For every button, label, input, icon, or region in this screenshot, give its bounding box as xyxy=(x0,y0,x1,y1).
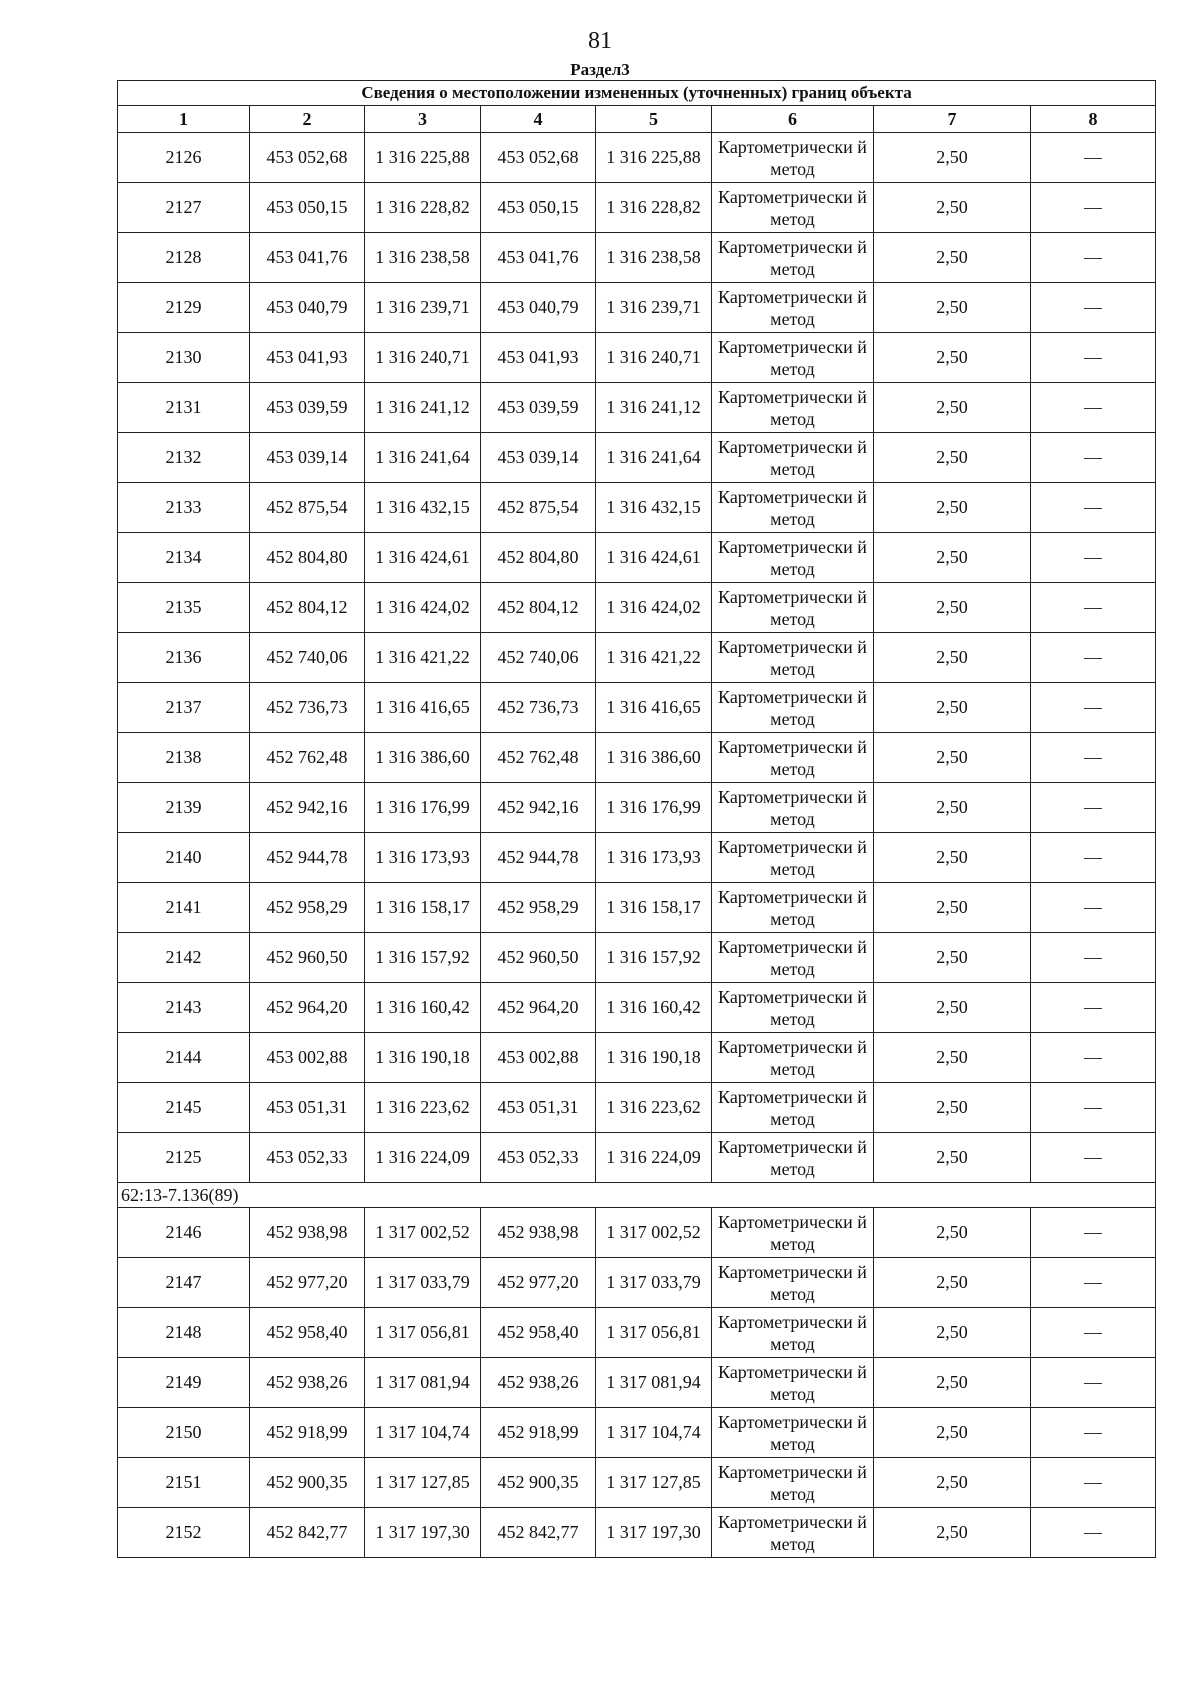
accuracy-value: 2,50 xyxy=(874,233,1031,283)
table-row xyxy=(118,1308,1156,1358)
determination-method: Картометрически й метод xyxy=(712,233,874,283)
x-coordinate-new: 453 052,33 xyxy=(481,1133,596,1183)
y-coordinate-new: 1 316 228,82 xyxy=(596,183,712,233)
x-coordinate-old: 453 041,93 xyxy=(250,333,365,383)
x-coordinate-old: 452 964,20 xyxy=(250,983,365,1033)
section-title: Раздел3 xyxy=(570,60,630,79)
y-coordinate-old: 1 316 225,88 xyxy=(365,133,481,183)
description xyxy=(1031,133,1156,183)
y-coordinate-new: 1 316 421,22 xyxy=(596,633,712,683)
x-coordinate-new: 452 875,54 xyxy=(481,483,596,533)
point-number: 2128 xyxy=(118,233,250,283)
y-coordinate-old: 1 316 240,71 xyxy=(365,333,481,383)
accuracy-value: 2,50 xyxy=(874,1133,1031,1183)
description xyxy=(1031,483,1156,533)
x-coordinate-old: 452 842,77 xyxy=(250,1508,365,1558)
y-coordinate-new: 1 317 197,30 xyxy=(596,1508,712,1558)
description xyxy=(1031,783,1156,833)
point-number: 2146 xyxy=(118,1208,250,1258)
page-number: 81 xyxy=(588,28,612,54)
accuracy-value: 2,50 xyxy=(874,933,1031,983)
determination-method: Картометрически й метод xyxy=(712,433,874,483)
determination-method: Картометрически й метод xyxy=(712,1358,874,1408)
x-coordinate-new: 452 762,48 xyxy=(481,733,596,783)
description xyxy=(1031,233,1156,283)
x-coordinate-new: 452 938,98 xyxy=(481,1208,596,1258)
table-row xyxy=(118,933,1156,983)
x-coordinate-old: 452 958,29 xyxy=(250,883,365,933)
accuracy-value: 2,50 xyxy=(874,1083,1031,1133)
determination-method: Картометрически й метод xyxy=(712,1458,874,1508)
accuracy-value: 2,50 xyxy=(874,633,1031,683)
accuracy-value: 2,50 xyxy=(874,483,1031,533)
dash-mark xyxy=(1084,808,1102,809)
table-row xyxy=(118,1408,1156,1458)
y-coordinate-old: 1 316 190,18 xyxy=(365,1033,481,1083)
dash-mark xyxy=(1084,1108,1102,1109)
accuracy-value: 2,50 xyxy=(874,1208,1031,1258)
dash-mark xyxy=(1084,1433,1102,1434)
table-row xyxy=(118,383,1156,433)
point-number: 2126 xyxy=(118,133,250,183)
point-number: 2151 xyxy=(118,1458,250,1508)
determination-method: Картометрически й метод xyxy=(712,383,874,433)
y-coordinate-new: 1 317 056,81 xyxy=(596,1308,712,1358)
y-coordinate-old: 1 316 157,92 xyxy=(365,933,481,983)
point-number: 2127 xyxy=(118,183,250,233)
point-number: 2144 xyxy=(118,1033,250,1083)
y-coordinate-new: 1 317 104,74 xyxy=(596,1408,712,1458)
description xyxy=(1031,733,1156,783)
point-number: 2129 xyxy=(118,283,250,333)
dash-mark xyxy=(1084,208,1102,209)
x-coordinate-new: 452 942,16 xyxy=(481,783,596,833)
x-coordinate-old: 452 938,98 xyxy=(250,1208,365,1258)
y-coordinate-old: 1 316 386,60 xyxy=(365,733,481,783)
accuracy-value: 2,50 xyxy=(874,683,1031,733)
point-number: 2140 xyxy=(118,833,250,883)
y-coordinate-new: 1 316 416,65 xyxy=(596,683,712,733)
table-row xyxy=(118,1208,1156,1258)
x-coordinate-old: 452 736,73 xyxy=(250,683,365,733)
x-coordinate-old: 452 804,80 xyxy=(250,533,365,583)
x-coordinate-old: 453 040,79 xyxy=(250,283,365,333)
description xyxy=(1031,1258,1156,1308)
determination-method: Картометрически й метод xyxy=(712,733,874,783)
point-number: 2147 xyxy=(118,1258,250,1308)
y-coordinate-new: 1 316 241,12 xyxy=(596,383,712,433)
table-row xyxy=(118,883,1156,933)
table-row xyxy=(118,1458,1156,1508)
accuracy-value: 2,50 xyxy=(874,1508,1031,1558)
table-row xyxy=(118,133,1156,183)
accuracy-value: 2,50 xyxy=(874,333,1031,383)
table-row xyxy=(118,983,1156,1033)
y-coordinate-old: 1 317 002,52 xyxy=(365,1208,481,1258)
y-coordinate-new: 1 316 173,93 xyxy=(596,833,712,883)
description xyxy=(1031,283,1156,333)
y-coordinate-new: 1 316 386,60 xyxy=(596,733,712,783)
description xyxy=(1031,633,1156,683)
table-row xyxy=(118,333,1156,383)
y-coordinate-old: 1 316 416,65 xyxy=(365,683,481,733)
x-coordinate-new: 452 804,12 xyxy=(481,583,596,633)
table-row xyxy=(118,1033,1156,1083)
point-number: 2134 xyxy=(118,533,250,583)
determination-method: Картометрически й метод xyxy=(712,933,874,983)
dash-mark xyxy=(1084,658,1102,659)
table-body xyxy=(118,133,1156,1558)
y-coordinate-old: 1 317 127,85 xyxy=(365,1458,481,1508)
y-coordinate-new: 1 316 239,71 xyxy=(596,283,712,333)
x-coordinate-old: 453 052,68 xyxy=(250,133,365,183)
x-coordinate-new: 453 039,14 xyxy=(481,433,596,483)
y-coordinate-old: 1 316 224,09 xyxy=(365,1133,481,1183)
group-label: 62:13-7.136(89) xyxy=(118,1183,1156,1208)
y-coordinate-old: 1 316 173,93 xyxy=(365,833,481,883)
description xyxy=(1031,683,1156,733)
column-header-row xyxy=(118,106,1156,133)
y-coordinate-new: 1 316 424,61 xyxy=(596,533,712,583)
y-coordinate-new: 1 316 225,88 xyxy=(596,133,712,183)
x-coordinate-new: 453 041,93 xyxy=(481,333,596,383)
determination-method: Картометрически й метод xyxy=(712,1308,874,1358)
y-coordinate-old: 1 316 228,82 xyxy=(365,183,481,233)
determination-method: Картометрически й метод xyxy=(712,833,874,883)
x-coordinate-new: 452 960,50 xyxy=(481,933,596,983)
y-coordinate-old: 1 317 033,79 xyxy=(365,1258,481,1308)
y-coordinate-new: 1 317 127,85 xyxy=(596,1458,712,1508)
x-coordinate-old: 453 039,59 xyxy=(250,383,365,433)
point-number: 2143 xyxy=(118,983,250,1033)
determination-method: Картометрически й метод xyxy=(712,1258,874,1308)
description xyxy=(1031,1208,1156,1258)
x-coordinate-old: 452 960,50 xyxy=(250,933,365,983)
y-coordinate-new: 1 316 424,02 xyxy=(596,583,712,633)
table-row xyxy=(118,283,1156,333)
table-row xyxy=(118,783,1156,833)
point-number: 2150 xyxy=(118,1408,250,1458)
determination-method: Картометрически й метод xyxy=(712,1133,874,1183)
dash-mark xyxy=(1084,508,1102,509)
column-header: 7 xyxy=(874,106,1031,133)
x-coordinate-old: 452 900,35 xyxy=(250,1458,365,1508)
accuracy-value: 2,50 xyxy=(874,533,1031,583)
y-coordinate-new: 1 316 432,15 xyxy=(596,483,712,533)
x-coordinate-old: 452 918,99 xyxy=(250,1408,365,1458)
point-number: 2145 xyxy=(118,1083,250,1133)
accuracy-value: 2,50 xyxy=(874,833,1031,883)
column-header: 1 xyxy=(118,106,250,133)
column-header: 6 xyxy=(712,106,874,133)
description xyxy=(1031,1083,1156,1133)
y-coordinate-old: 1 316 421,22 xyxy=(365,633,481,683)
y-coordinate-new: 1 316 241,64 xyxy=(596,433,712,483)
point-number: 2149 xyxy=(118,1358,250,1408)
y-coordinate-old: 1 316 160,42 xyxy=(365,983,481,1033)
y-coordinate-old: 1 316 238,58 xyxy=(365,233,481,283)
dash-mark xyxy=(1084,858,1102,859)
boundary-coordinates-table xyxy=(117,80,1156,1558)
accuracy-value: 2,50 xyxy=(874,283,1031,333)
determination-method: Картометрически й метод xyxy=(712,533,874,583)
dash-mark xyxy=(1084,408,1102,409)
point-number: 2131 xyxy=(118,383,250,433)
column-header: 5 xyxy=(596,106,712,133)
accuracy-value: 2,50 xyxy=(874,983,1031,1033)
table-row xyxy=(118,583,1156,633)
y-coordinate-old: 1 317 081,94 xyxy=(365,1358,481,1408)
point-number: 2138 xyxy=(118,733,250,783)
dash-mark xyxy=(1084,1058,1102,1059)
table-row xyxy=(118,1508,1156,1558)
point-number: 2133 xyxy=(118,483,250,533)
accuracy-value: 2,50 xyxy=(874,433,1031,483)
x-coordinate-new: 452 842,77 xyxy=(481,1508,596,1558)
y-coordinate-old: 1 316 241,12 xyxy=(365,383,481,433)
x-coordinate-old: 453 050,15 xyxy=(250,183,365,233)
description xyxy=(1031,1308,1156,1358)
accuracy-value: 2,50 xyxy=(874,1408,1031,1458)
x-coordinate-old: 453 051,31 xyxy=(250,1083,365,1133)
dash-mark xyxy=(1084,1383,1102,1384)
description xyxy=(1031,533,1156,583)
x-coordinate-new: 452 958,40 xyxy=(481,1308,596,1358)
y-coordinate-old: 1 316 223,62 xyxy=(365,1083,481,1133)
point-number: 2125 xyxy=(118,1133,250,1183)
x-coordinate-new: 452 938,26 xyxy=(481,1358,596,1408)
y-coordinate-new: 1 316 160,42 xyxy=(596,983,712,1033)
y-coordinate-old: 1 316 424,02 xyxy=(365,583,481,633)
description xyxy=(1031,933,1156,983)
x-coordinate-new: 453 040,79 xyxy=(481,283,596,333)
y-coordinate-new: 1 316 223,62 xyxy=(596,1083,712,1133)
x-coordinate-new: 452 804,80 xyxy=(481,533,596,583)
x-coordinate-new: 452 900,35 xyxy=(481,1458,596,1508)
determination-method: Картометрически й метод xyxy=(712,1508,874,1558)
x-coordinate-new: 453 052,68 xyxy=(481,133,596,183)
determination-method: Картометрически й метод xyxy=(712,583,874,633)
description xyxy=(1031,583,1156,633)
x-coordinate-old: 452 944,78 xyxy=(250,833,365,883)
y-coordinate-old: 1 316 176,99 xyxy=(365,783,481,833)
point-number: 2141 xyxy=(118,883,250,933)
determination-method: Картометрически й метод xyxy=(712,1083,874,1133)
determination-method: Картометрически й метод xyxy=(712,183,874,233)
description xyxy=(1031,1508,1156,1558)
accuracy-value: 2,50 xyxy=(874,1308,1031,1358)
column-header: 2 xyxy=(250,106,365,133)
x-coordinate-old: 452 942,16 xyxy=(250,783,365,833)
point-number: 2130 xyxy=(118,333,250,383)
y-coordinate-old: 1 317 197,30 xyxy=(365,1508,481,1558)
dash-mark xyxy=(1084,308,1102,309)
point-number: 2139 xyxy=(118,783,250,833)
x-coordinate-old: 452 977,20 xyxy=(250,1258,365,1308)
dash-mark xyxy=(1084,1533,1102,1534)
y-coordinate-old: 1 316 432,15 xyxy=(365,483,481,533)
determination-method: Картометрически й метод xyxy=(712,1208,874,1258)
determination-method: Картометрически й метод xyxy=(712,483,874,533)
x-coordinate-new: 453 002,88 xyxy=(481,1033,596,1083)
table-caption: Сведения о местоположении измененных (уточненных) границ объекта xyxy=(118,81,1156,106)
y-coordinate-old: 1 316 239,71 xyxy=(365,283,481,333)
dash-mark xyxy=(1084,608,1102,609)
y-coordinate-new: 1 316 176,99 xyxy=(596,783,712,833)
point-number: 2142 xyxy=(118,933,250,983)
determination-method: Картометрически й метод xyxy=(712,333,874,383)
dash-mark xyxy=(1084,958,1102,959)
x-coordinate-new: 452 977,20 xyxy=(481,1258,596,1308)
y-coordinate-new: 1 316 238,58 xyxy=(596,233,712,283)
accuracy-value: 2,50 xyxy=(874,583,1031,633)
dash-mark xyxy=(1084,1233,1102,1234)
x-coordinate-old: 453 002,88 xyxy=(250,1033,365,1083)
table-row xyxy=(118,733,1156,783)
dash-mark xyxy=(1084,558,1102,559)
point-number: 2135 xyxy=(118,583,250,633)
dash-mark xyxy=(1084,758,1102,759)
x-coordinate-new: 453 039,59 xyxy=(481,383,596,433)
description xyxy=(1031,433,1156,483)
x-coordinate-new: 453 041,76 xyxy=(481,233,596,283)
x-coordinate-old: 452 938,26 xyxy=(250,1358,365,1408)
y-coordinate-old: 1 317 056,81 xyxy=(365,1308,481,1358)
x-coordinate-new: 452 964,20 xyxy=(481,983,596,1033)
table-row xyxy=(118,433,1156,483)
x-coordinate-new: 452 958,29 xyxy=(481,883,596,933)
x-coordinate-new: 453 051,31 xyxy=(481,1083,596,1133)
dash-mark xyxy=(1084,708,1102,709)
description xyxy=(1031,1458,1156,1508)
y-coordinate-new: 1 317 081,94 xyxy=(596,1358,712,1408)
x-coordinate-old: 452 804,12 xyxy=(250,583,365,633)
group-header-row xyxy=(118,1183,1156,1208)
description xyxy=(1031,1133,1156,1183)
determination-method: Картометрически й метод xyxy=(712,883,874,933)
table-row xyxy=(118,483,1156,533)
table-row xyxy=(118,833,1156,883)
table-row xyxy=(118,1258,1156,1308)
description xyxy=(1031,1408,1156,1458)
accuracy-value: 2,50 xyxy=(874,383,1031,433)
y-coordinate-new: 1 317 033,79 xyxy=(596,1258,712,1308)
accuracy-value: 2,50 xyxy=(874,883,1031,933)
column-header: 3 xyxy=(365,106,481,133)
description xyxy=(1031,183,1156,233)
y-coordinate-old: 1 316 158,17 xyxy=(365,883,481,933)
dash-mark xyxy=(1084,158,1102,159)
accuracy-value: 2,50 xyxy=(874,133,1031,183)
dash-mark xyxy=(1084,908,1102,909)
dash-mark xyxy=(1084,1283,1102,1284)
determination-method: Картометрически й метод xyxy=(712,133,874,183)
y-coordinate-new: 1 316 158,17 xyxy=(596,883,712,933)
accuracy-value: 2,50 xyxy=(874,1458,1031,1508)
x-coordinate-old: 452 762,48 xyxy=(250,733,365,783)
accuracy-value: 2,50 xyxy=(874,1033,1031,1083)
table-row xyxy=(118,1358,1156,1408)
point-number: 2137 xyxy=(118,683,250,733)
x-coordinate-new: 453 050,15 xyxy=(481,183,596,233)
y-coordinate-old: 1 316 241,64 xyxy=(365,433,481,483)
x-coordinate-old: 453 052,33 xyxy=(250,1133,365,1183)
y-coordinate-old: 1 316 424,61 xyxy=(365,533,481,583)
dash-mark xyxy=(1084,1158,1102,1159)
y-coordinate-new: 1 316 190,18 xyxy=(596,1033,712,1083)
table-row xyxy=(118,183,1156,233)
description xyxy=(1031,383,1156,433)
determination-method: Картометрически й метод xyxy=(712,633,874,683)
accuracy-value: 2,50 xyxy=(874,1358,1031,1408)
description xyxy=(1031,1033,1156,1083)
y-coordinate-new: 1 316 224,09 xyxy=(596,1133,712,1183)
dash-mark xyxy=(1084,258,1102,259)
x-coordinate-new: 452 944,78 xyxy=(481,833,596,883)
determination-method: Картометрически й метод xyxy=(712,683,874,733)
accuracy-value: 2,50 xyxy=(874,783,1031,833)
y-coordinate-old: 1 317 104,74 xyxy=(365,1408,481,1458)
point-number: 2132 xyxy=(118,433,250,483)
table-row xyxy=(118,533,1156,583)
x-coordinate-new: 452 918,99 xyxy=(481,1408,596,1458)
x-coordinate-old: 453 041,76 xyxy=(250,233,365,283)
description xyxy=(1031,883,1156,933)
column-header: 8 xyxy=(1031,106,1156,133)
accuracy-value: 2,50 xyxy=(874,183,1031,233)
determination-method: Картометрически й метод xyxy=(712,783,874,833)
x-coordinate-new: 452 736,73 xyxy=(481,683,596,733)
description xyxy=(1031,333,1156,383)
determination-method: Картометрически й метод xyxy=(712,1033,874,1083)
point-number: 2148 xyxy=(118,1308,250,1358)
table-row xyxy=(118,233,1156,283)
x-coordinate-old: 452 875,54 xyxy=(250,483,365,533)
y-coordinate-new: 1 316 240,71 xyxy=(596,333,712,383)
accuracy-value: 2,50 xyxy=(874,733,1031,783)
column-header: 4 xyxy=(481,106,596,133)
point-number: 2136 xyxy=(118,633,250,683)
x-coordinate-old: 452 958,40 xyxy=(250,1308,365,1358)
y-coordinate-new: 1 317 002,52 xyxy=(596,1208,712,1258)
dash-mark xyxy=(1084,358,1102,359)
y-coordinate-new: 1 316 157,92 xyxy=(596,933,712,983)
table-row xyxy=(118,633,1156,683)
dash-mark xyxy=(1084,1008,1102,1009)
table-row xyxy=(118,1133,1156,1183)
accuracy-value: 2,50 xyxy=(874,1258,1031,1308)
dash-mark xyxy=(1084,1333,1102,1334)
determination-method: Картометрически й метод xyxy=(712,1408,874,1458)
dash-mark xyxy=(1084,458,1102,459)
description xyxy=(1031,1358,1156,1408)
x-coordinate-old: 452 740,06 xyxy=(250,633,365,683)
point-number: 2152 xyxy=(118,1508,250,1558)
table-row xyxy=(118,1083,1156,1133)
determination-method: Картометрически й метод xyxy=(712,283,874,333)
x-coordinate-old: 453 039,14 xyxy=(250,433,365,483)
table-row xyxy=(118,683,1156,733)
description xyxy=(1031,833,1156,883)
determination-method: Картометрически й метод xyxy=(712,983,874,1033)
x-coordinate-new: 452 740,06 xyxy=(481,633,596,683)
description xyxy=(1031,983,1156,1033)
dash-mark xyxy=(1084,1483,1102,1484)
